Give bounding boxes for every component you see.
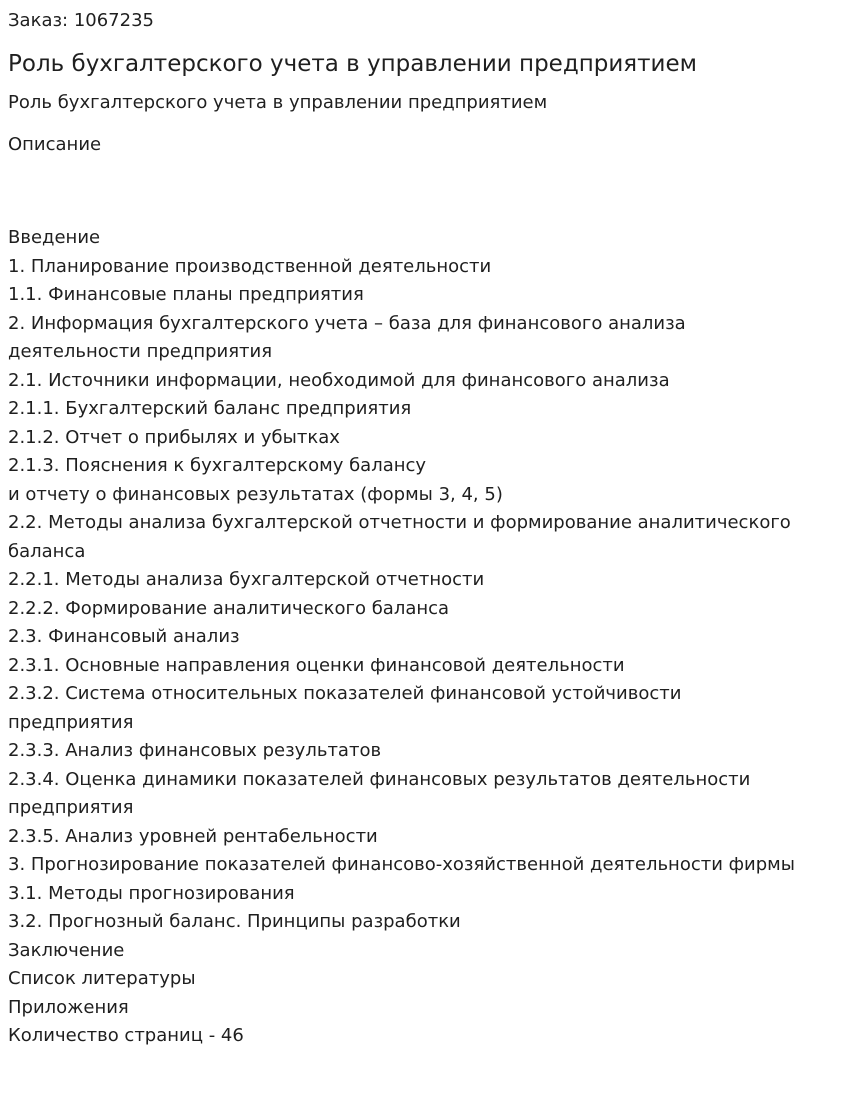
page-count: Количество страниц - 46 — [8, 1025, 244, 1046]
toc-line: Заключение — [8, 939, 125, 961]
toc-line: 2.3.3. Анализ финансовых результатов — [8, 740, 382, 761]
toc-line: 1. Планирование производственной деятельности — [8, 255, 492, 277]
toc-line: 1.1. Финансовые планы предприятия — [8, 284, 364, 305]
toc-line: деятельности предприятия — [8, 341, 273, 362]
toc-line: Список литературы — [8, 968, 196, 989]
toc-line: предприятия — [8, 797, 134, 818]
toc-line: 2. Информация бухгалтерского учета – база для финансового анализа — [8, 312, 686, 334]
toc-line: Приложения — [8, 996, 129, 1018]
toc-line: 2.3.1. Основные направления оценки финансовой деятельности — [8, 654, 625, 676]
toc-line: 2.2.2. Формирование аналитического баланса — [8, 597, 450, 619]
toc-line: предприятия — [8, 711, 134, 733]
toc-line: и отчету о финансовых результатах (формы 3, 4, 5) — [8, 483, 503, 505]
toc-line: баланса — [8, 540, 86, 562]
toc-line: 2.2.1. Методы анализа бухгалтерской отчетности — [8, 569, 485, 590]
toc-line: 2.2. Методы анализа бухгалтерской отчетности и формирование аналитического — [8, 512, 791, 533]
toc-line: 3.2. Прогнозный баланс. Принципы разработки — [8, 911, 461, 932]
toc-line: 2.1.1. Бухгалтерский баланс предприятия — [8, 398, 412, 419]
description-label: Описание — [8, 134, 102, 155]
page-title: Роль бухгалтерского учета в управлении предприятием — [8, 51, 697, 77]
toc-line: Введение — [8, 227, 101, 248]
subtitle: Роль бухгалтерского учета в управлении предприятием — [8, 92, 548, 113]
toc-line: 2.3.5. Анализ уровней рентабельности — [8, 825, 378, 847]
document-page — [8, 8, 839, 1051]
toc-line: 2.1.2. Отчет о прибылях и убытках — [8, 426, 340, 448]
toc-line: 2.1.3. Пояснения к бухгалтерскому балансу — [8, 455, 427, 476]
order-number: Заказ: 1067235 — [8, 10, 154, 31]
toc-line: 2.1. Источники информации, необходимой для финансового анализа — [8, 369, 670, 391]
toc-line: 3.1. Методы прогнозирования — [8, 882, 295, 904]
toc-line: 3. Прогнозирование показателей финансово-хозяйственной деятельности фирмы — [8, 854, 795, 875]
toc-line: 2.3.2. Система относительных показателей финансовой устойчивости — [8, 683, 682, 704]
table-of-contents — [8, 224, 839, 1022]
toc-line: 2.3.4. Оценка динамики показателей финансовых результатов деятельности — [8, 768, 751, 790]
toc-line: 2.3. Финансовый анализ — [8, 626, 240, 647]
